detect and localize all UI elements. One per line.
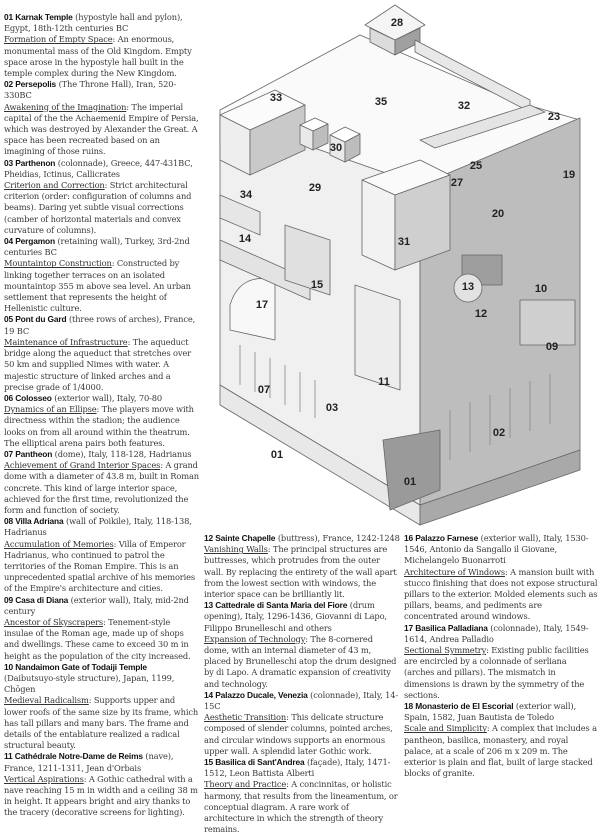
label-34: 34	[239, 189, 253, 201]
entry-concept: Sectional Symmetry	[404, 645, 487, 656]
entry-title: 14 Palazzo Ducale, Venezia	[204, 689, 308, 700]
label-19: 19	[562, 169, 576, 181]
entry-01: 01 Karnak Temple (hypostyle hall and pylon), Egypt, 18th-12th centuries BC Formation of Empty Space: An enormous, monumental mass of the Old Kingdom. Empty space arose in the hypostyle hall built in the temple complex during the New Kingdom.	[4, 12, 192, 79]
entry-15: 15 Basilica di Sant'Andrea (façade), Italy, 1471-1512, Leon Battista Alberti Theory and Practice: A concinnitas, or holistic harmony, that results from the lineamentum, or conceptual diagram. A rare work of architecture in which the strength of theory remains.	[204, 757, 398, 835]
entry-14: 14 Palazzo Ducale, Venezia (colonnade), Italy, 14-15C Aesthetic Transition: This delicate structure composed of slender columns, pointed arches, and circular windows supports an enormous upper wall. A splendid later Gothic work.	[204, 689, 399, 756]
entry-18: 18 Monasterio de El Escorial (exterior wall), Spain, 1582, Juan Bautista de Toledo Scale and Simplicity: A complex that includes a pantheon, basilica, monastery, and royal palace, at a scale of 206 m x 209 m. The exterior is plain and flat, built of large stacked blocks of granite.	[404, 701, 597, 779]
entry-11: 11 Cathédrale Notre-Dame de Reims (nave), France, 1211-1311, Jean d'Orbais Vertical Aspirations: A Gothic cathedral with a nave reaching 15 m in width and a ceiling 38 m in height. It appears bright and airy thanks to the tracery (decorative screens for lighting).	[4, 751, 198, 818]
entry-concept: Awakening of the Imagination	[4, 101, 127, 112]
text-column-right	[404, 533, 598, 779]
entry-16: 16 Palazzo Farnese (exterior wall), Italy, 1530-1546, Antonio da Sangallo il Giovane, Michelangelo Buonarroti Architecture of Windows: A mansion built with stucco finishing that does not expose structural pillars to the exterior. Molded elements such as pillars, beams, and pediments are concentrated around windows.	[404, 533, 598, 622]
entry-title: 01 Karnak Temple	[4, 12, 73, 22]
entry-title: 02 Persepolis	[4, 79, 57, 90]
entry-concept: Vanishing Walls	[204, 544, 268, 555]
entry-title: 03 Parthenon	[4, 157, 56, 168]
entry-17: 17 Basilica Palladiana (colonnade), Italy, 1549-1614, Andrea Palladio Sectional Symmetry: Existing public facilities are encircled by a colonnade of serliana (arches and pillars). The mismatch in dimensions is drawn by the symmetry of the sections.	[404, 622, 589, 700]
entry-concept: Achievement of Grand Interior Spaces	[4, 460, 161, 471]
entry-concept: Mountaintop Construction	[4, 258, 112, 269]
entry-title: 07 Pantheon	[4, 448, 53, 459]
entry-concept: Dynamics of an Ellipse	[4, 404, 97, 415]
entry-08: 08 Villa Adriana (wall of Poikile), Italy, 118-138, Hadrianus Accumulation of Memories: Villa of Emperor Hadrianus, who continued to patrol the territories of the Roman Empire. This is an unprecedented spatial archive of his memories of the Empire's architecture and cities.	[4, 516, 195, 594]
label-15: 15	[310, 279, 324, 291]
entry-concept: Ancestor of Skyscrapers	[4, 616, 103, 627]
entry-concept: Criterion and Correction	[4, 180, 105, 191]
building-drawing	[200, 0, 600, 532]
label-03: 03	[325, 402, 339, 414]
label-27: 27	[450, 177, 464, 189]
entry-concept: Theory and Practice	[204, 779, 287, 790]
entry-title: 18 Monasterio de El Escorial	[404, 701, 514, 712]
label-10: 10	[534, 283, 548, 295]
label-01-colonnade: 01	[270, 449, 284, 461]
entry-title: 08 Villa Adriana	[4, 516, 64, 527]
entry-title: 13 Cattedrale di Santa Maria del Fiore	[204, 600, 348, 611]
entry-concept: Aesthetic Transition	[204, 712, 287, 723]
label-09: 09	[545, 341, 559, 353]
label-11: 11	[378, 376, 390, 388]
entry-13: 13 Cattedrale di Santa Maria del Fiore (drum opening), Italy, 1296-1436, Giovanni di Lapo, Filippo Brunelleschi and others Expansion of Technology: The 8-cornered dome, with an internal diameter of 43 m, placed by Brunelleschi atop the drum designed by di Lapo. A dramatic expansion of creativity and technology.	[204, 600, 397, 689]
entry-04: 04 Pergamon (retaining wall), Turkey, 3rd-2nd centuries BC Mountaintop Construction: Constructed by linking together terraces on an isolated mountaintop 355 m above sea level. An urban settlement that represents the height of Hellenistic culture.	[4, 236, 191, 314]
label-25: 25	[469, 160, 483, 172]
entry-title: 06 Colosseo	[4, 392, 52, 403]
label-13: 13	[461, 281, 475, 293]
entry-10: 10 Nandaimon Gate of Todaiji Temple (Daibutsuyo-style structure), Japan, 1199, Chōgen Medieval Radicalism: Supports upper and lower roofs of the same size by its frame, which has tall pillars and many bars. The frame and details of the entablature realized a radical structural beauty.	[4, 661, 199, 751]
isometric-building-illustration	[200, 0, 600, 532]
entry-concept: Medieval Radicalism	[4, 695, 89, 706]
entry-05: 05 Pont du Gard (three rows of arches), France, 19 BC Maintenance of Infrastructure: The aqueduct bridge along the aqueduct that stretches over 50 km and supplied Nimes with water. A majestic structure of linked arches and a precise grade of 1/4000.	[4, 314, 196, 392]
entry-concept: Maintenance of Infrastructure	[4, 336, 128, 347]
label-12: 12	[474, 308, 488, 320]
label-23: 23	[547, 111, 561, 123]
entry-concept: Architecture of Windows	[404, 566, 505, 577]
entry-concept: Expansion of Technology	[204, 633, 306, 644]
entry-07: 07 Pantheon (dome), Italy, 118-128, Hadrianus Achievement of Grand Interior Spaces: A grand dome with a diameter of 43.8 m, built in Roman concrete. This kind of large interior space, achieved for the first time, revolutionized the form and function of society.	[4, 448, 199, 515]
label-32: 32	[457, 100, 471, 112]
entry-title: 10 Nandaimon Gate of Todaiji Temple	[4, 661, 147, 672]
label-30: 30	[329, 142, 343, 154]
label-17: 17	[255, 299, 269, 311]
entry-title: 12 Sainte Chapelle	[204, 533, 276, 543]
entry-title: 05 Pont du Gard	[4, 314, 67, 325]
entry-title: 11 Cathédrale Notre-Dame de Reims	[4, 751, 143, 762]
entry-03: 03 Parthenon (colonnade), Greece, 447-431BC, Pheidias, Ictinus, Callicrates Criterion and Correction: Strict architectural criterion (order: configuration of columns and beams). Daring yet subtle visual corrections (camber of horizontal materials and convex curvature of columns).	[4, 157, 193, 235]
text-column-left	[4, 12, 199, 819]
entry-02: 02 Persepolis (The Throne Hall), Iran, 520-330BC Awakening of the Imagination: The imperial capital of the the Achaemenid Empire of Persia, which was destroyed by Alexander the Great. A space has been recreated based on an imagining of those ruins.	[4, 79, 199, 157]
entry-title: 09 Casa di Diana	[4, 594, 69, 605]
label-07: 07	[257, 384, 271, 396]
label-28: 28	[390, 17, 404, 29]
entry-concept: Vertical Aspirations	[4, 773, 84, 784]
label-31: 31	[397, 236, 411, 248]
entry-title: 04 Pergamon	[4, 236, 55, 247]
entry-concept: Formation of Empty Space	[4, 34, 113, 45]
label-14: 14	[238, 233, 252, 245]
entry-12: 12 Sainte Chapelle (buttress), France, 1242-1248 Vanishing Walls: The principal structures are buttresses, which protrudes from the outer wall. By replacing the entirety of the wall apart from the lowest section with windows, the interior space can be brilliantly lit.	[204, 533, 400, 600]
label-33: 33	[269, 92, 283, 104]
label-35: 35	[374, 96, 388, 108]
text-column-middle	[204, 533, 400, 835]
label-20: 20	[491, 208, 505, 220]
entry-title: 16 Palazzo Farnese	[404, 533, 479, 543]
label-29: 29	[308, 182, 322, 194]
entry-title: 15 Basilica di Sant'Andrea	[204, 757, 305, 768]
entry-06: 06 Colosseo (exterior wall), Italy, 70-80 Dynamics of an Ellipse: The players move with directness within the stadion; the audience looks on from all around within the theatrum. The elliptical arena pairs both features.	[4, 392, 194, 448]
label-02: 02	[492, 427, 506, 439]
label-01-pylon: 01	[403, 476, 417, 488]
entry-title: 17 Basilica Palladiana	[404, 622, 488, 633]
entry-09: 09 Casa di Diana (exterior wall), Italy, mid-2nd century Ancestor of Skyscrapers: Tenement-style insulae of the Roman age, made up of shops and dwellings. These came to exceed 30 m in height as the population of the city increased.	[4, 594, 191, 661]
entry-concept: Scale and Simplicity	[404, 723, 487, 734]
entry-concept: Accumulation of Memories	[4, 538, 114, 549]
